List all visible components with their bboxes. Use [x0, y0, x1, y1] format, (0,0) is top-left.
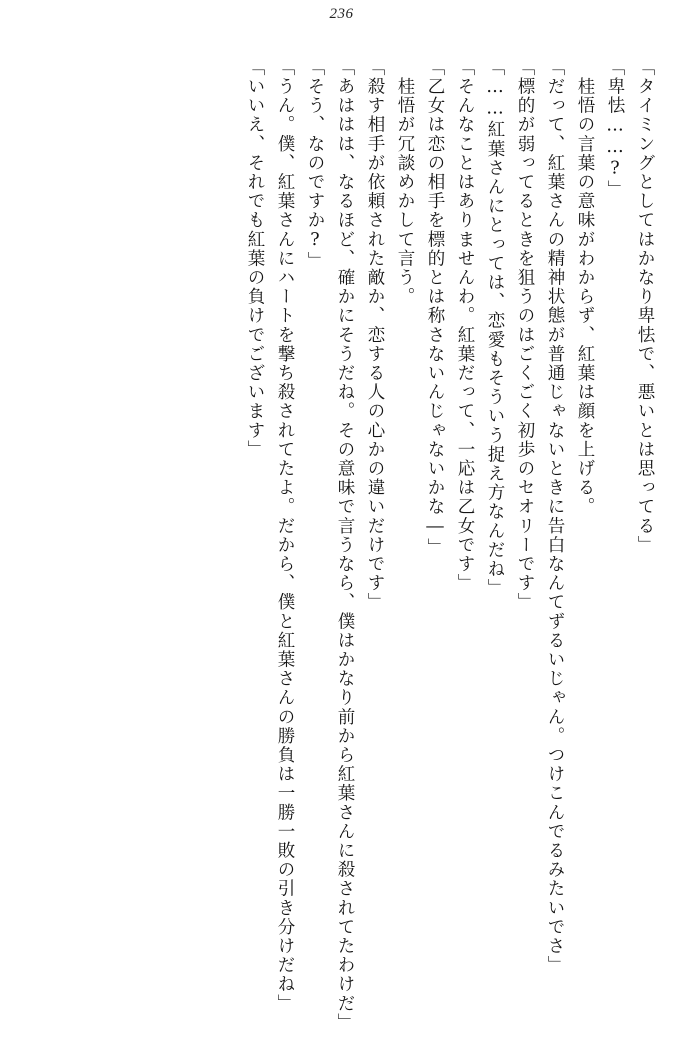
text-line: 「殺す相手が依頼された敵か、恋する人の心かの違いだけです」	[365, 58, 385, 612]
text-line: 「うん。僕、紅葉さんにハートを撃ち殺されてたよ。だから、僕と紅葉さんの勝負は一勝一敗の引き分けだね」	[275, 58, 295, 1013]
text-line: 「卑怯……?」	[605, 58, 625, 200]
text-line: 「タイミングとしてはかなり卑怯で、悪いとは思ってる」	[635, 58, 655, 555]
page-number: 236	[329, 6, 354, 22]
text-line: 「いいえ、それでも紅葉の負けでございます」	[245, 58, 265, 460]
text-line: 桂悟が冗談めかして言う。	[395, 58, 415, 307]
text-line: 「あははは、なるほど、確かにそうだね。その意味で言うなら、僕はかなり前から紅葉さんに殺されてたわけだ」	[335, 58, 355, 1033]
text-line: 「乙女は恋の相手を標的とは称さないんじゃないかな―」	[425, 58, 445, 558]
text-line: 「そう、なのですか?」	[305, 58, 325, 271]
text-line: 「だって、紅葉さんの精神状態が普通じゃないときに告白なんてずるいじゃん。つけこんでるみたいでさ」	[545, 58, 565, 975]
text-line: 桂悟の言葉の意味がわからず、紅葉は顔を上げる。	[575, 58, 595, 517]
text-line: 「そんなことはありませんわ。紅葉だって、一応は乙女です」	[455, 58, 475, 593]
vertical-text-body	[30, 58, 655, 1033]
text-line: 「……紅葉さんにとっては、恋愛もそういう捉え方なんだね」	[485, 58, 505, 598]
text-line: 「標的が弱ってるときを狙うのはごくごく初歩のセオリーです」	[515, 58, 535, 612]
